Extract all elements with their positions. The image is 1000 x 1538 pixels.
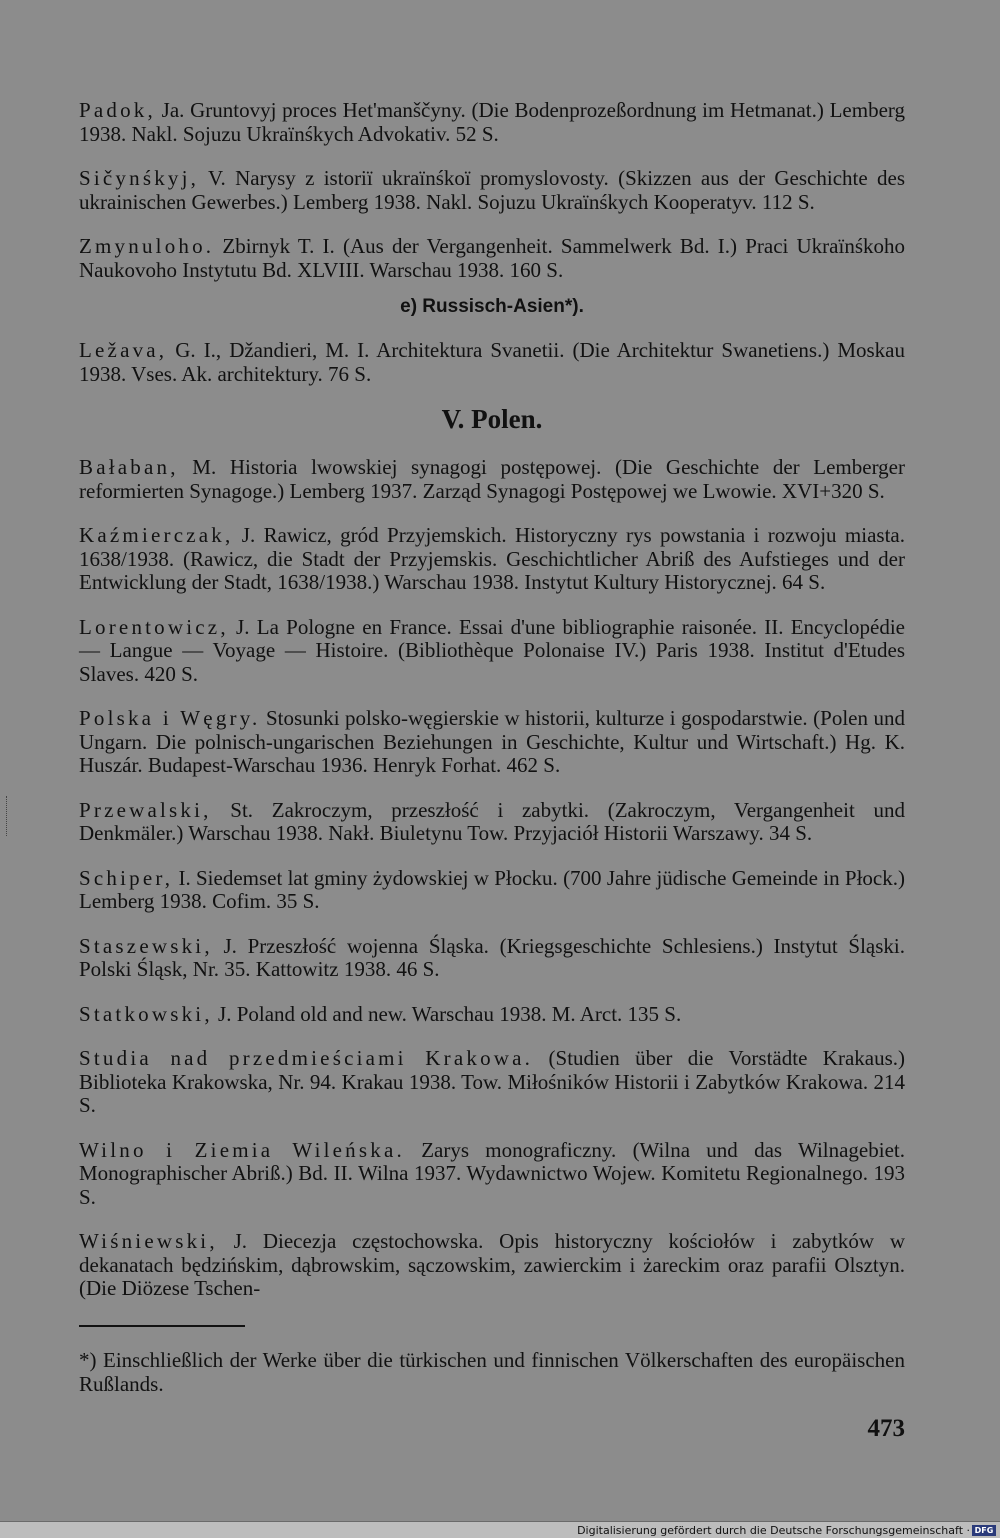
entry-text: M. Historia lwowskiej synagogi postępowej. (Die Geschichte der Lemberger reformierten Synagoge.) Lemberg 1937. Zarząd Synagogi Postępowej we Lwowie. XVI+320 S. [79, 455, 905, 503]
bibliography-entry [79, 235, 905, 282]
bibliography-entry [79, 1139, 905, 1210]
bibliography-entry [79, 99, 905, 146]
entry-text: (Studien über die Vorstädte Krakaus.) Biblioteka Krakowska, Nr. 94. Krakau 1938. Tow. Miłośników Historii i Zabytków Krakowa. 214 S. [79, 1046, 906, 1117]
bibliography-entry [79, 1230, 905, 1301]
funding-credit: Digitalisierung gefördert durch die Deutsche Forschungsgemeinschaft · [577, 1524, 970, 1537]
entry-author: Studia nad przedmieściami Krakowa. [79, 1046, 534, 1070]
entry-author: Lorentowicz, [79, 614, 229, 639]
bibliography-entry [79, 456, 905, 503]
bibliography-entry [79, 1003, 905, 1027]
entry-author: Wiśniewski, [79, 1229, 218, 1253]
entry-author: Kaźmierczak, [79, 523, 234, 547]
bibliography-entry [79, 167, 905, 214]
entry-author: Polska i Węgry. [79, 706, 261, 730]
entry-text: J. Przeszłość wojenna Śląska. (Kriegsgeschichte Schlesiens.) Instytut Śląski. Polski Śląsk, Nr. 35. Kattowitz 1938. 46 S. [79, 933, 905, 981]
entry-author: Schiper, [79, 865, 174, 890]
bibliography-entry [79, 1047, 905, 1118]
entry-text: J. Poland old and new. Warschau 1938. M. Arct. 135 S. [212, 1001, 682, 1026]
footnote: *) Einschließlich der Werke über die türkischen und finnischen Völkerschaften des europäischen Rußlands. [79, 1348, 905, 1396]
entry-text: J. Rawicz, gród Przyjemskich. Historyczny rys powstania i rozwoju miasta. 1638/1938. (Rawicz, die Stadt der Przyjemskis. Geschichtlicher Abriß des Aufstieges und der Entwicklung der Stadt, 1638/1938.) Warschau 1938. Instytut Kultury Historycznej. 64 S. [79, 523, 905, 594]
entry-text: J. Diecezja częstochowska. Opis historyczny kościołów i zabytków w dekanatach będzińskim, dąbrowskim, sączowskim, zawierckim i żareckim oraz parafii Olsztyn. (Die Diözese Tschen- [79, 1229, 905, 1300]
entries-top [79, 99, 905, 282]
bibliography-entry [79, 616, 905, 687]
margin-marks [6, 796, 9, 836]
dfg-logo-icon: DFG [972, 1525, 996, 1536]
entry-author: Staszewski, [79, 933, 213, 958]
entry-text: St. Zakroczym, przeszłość i zabytki. (Zakroczym, Vergangenheit und Denkmäler.) Warschau 1938. Nakł. Biuletynu Tow. Przyjaciół Historii Warszawy. 34 S. [79, 797, 905, 845]
entry-text: V. Narysy z istoriï ukraïnśkoï promyslovosty. (Skizzen aus der Geschichte des ukrainischen Gewerbes.) Lemberg 1938. Nakl. Sojuzu Ukraïnśkych Kooperatyv. 112 S. [79, 166, 905, 214]
bibliography-entry [79, 867, 905, 914]
entry-author: Ležava, [79, 338, 168, 362]
section-heading: V. Polen. [441, 404, 543, 434]
credit-bar [0, 1521, 1000, 1538]
entry-author: Sičynśkyj, [79, 166, 200, 190]
bibliography-entry [79, 935, 905, 982]
entry-text: Zarys monograficzny. (Wilna und das Wilnagebiet. Monographischer Abriß.) Bd. II. Wilna 1937. Wydawnictwo Wojew. Komitetu Regionalnego. 193 S. [79, 1137, 905, 1209]
entry-text: G. I., Džandieri, M. I. Architektura Svanetii. (Die Architektur Swanetiens.) Moskau 1938. Vses. Ak. architektury. 76 S. [79, 338, 905, 386]
bibliography-entry [79, 339, 905, 386]
bibliography-entry [79, 799, 905, 846]
entry-text: Ja. Gruntovyj proces Het'manščyny. (Die Bodenprozeßordnung im Hetmanat.) Lemberg 1938. Nakl. Sojuzu Ukraïnśkych Advokativ. 52 S. [79, 98, 905, 146]
entry-text: Stosunki polsko-węgierskie w historii, kulturze i gospodarstwie. (Polen und Ungarn. Die polnisch-ungarischen Beziehungen in Geschichte, Kultur und Wirtschaft.) Hg. K. Huszár. Budapest-Warschau 1936. Henryk Forhat. 462 S. [79, 706, 905, 777]
entry-author: Przewalski, [79, 797, 212, 822]
bibliography-entry [79, 524, 905, 595]
entry-text: J. La Pologne en France. Essai d'une bibliographie raisonée. II. Encyclopédie — Langue — Voyage — Histoire. (Bibliothèque Polonaise IV.) Paris 1938. Institut d'Etudes Slaves. 420 S. [79, 614, 905, 686]
bibliography-entry [79, 707, 905, 778]
entry-text: I. Siedemset lat gminy żydowskiej w Płocku. (700 Jahre jüdische Gemeinde in Płock.) Lemberg 1938. Cofim. 35 S. [79, 865, 905, 913]
entry-author: Zmynuloho. [79, 234, 215, 258]
subsection-heading: e) Russisch-Asien*). [400, 296, 584, 317]
entry-author: Bałaban, [79, 455, 179, 479]
entries-poland [79, 456, 905, 1301]
entry-text: Zbirnyk T. I. (Aus der Vergangenheit. Sammelwerk Bd. I.) Praci Ukraïnśkoho Naukovoho Instytutu Bd. XLVIII. Warschau 1938. 160 S. [79, 234, 905, 282]
entry-author: Statkowski, [79, 1001, 213, 1026]
page-number: 473 [867, 1415, 905, 1442]
page-body [79, 78, 905, 1311]
entry-author: Padok, [79, 98, 156, 122]
entry-author: Wilno i Ziemia Wileńska. [79, 1137, 405, 1162]
footnote-divider [79, 1325, 245, 1327]
